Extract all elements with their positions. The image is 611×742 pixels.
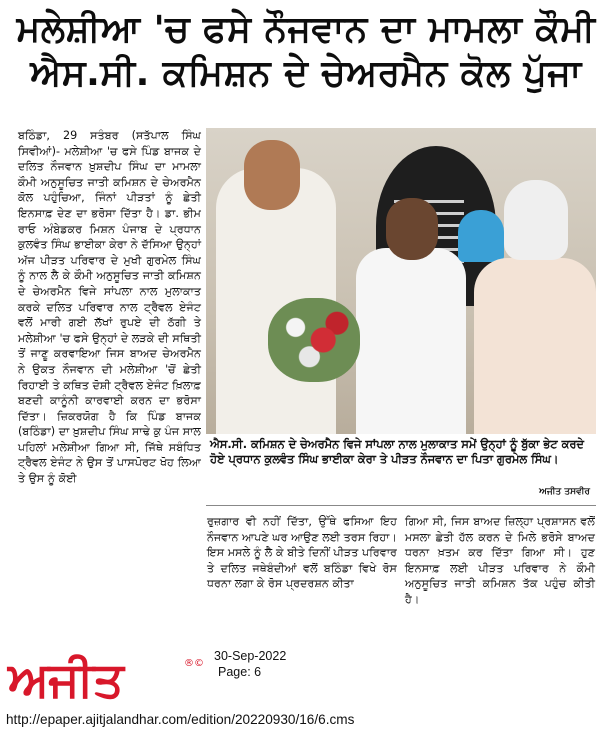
registered-mark: ®©: [184, 658, 204, 669]
person-right: [474, 258, 596, 434]
photo-credit: ਅਜੀਤ ਤਸਵੀਰ: [539, 486, 590, 497]
article-text-right: ਗਿਆ ਸੀ, ਜਿਸ ਬਾਅਦ ਜ਼ਿਲ੍ਹਾ ਪ੍ਰਸ਼ਾਸਨ ਵਲੋਂ ਮਸਲਾ ਛੇਤੀ ਹੱਲ ਕਰਨ ਦੇ ਮਿਲੇ ਭਰੋਸੇ ਬਾਅਦ ਧਰਨਾ ਖ਼ਤਮ ਕਰ ਦਿੱਤਾ ਗਿਆ ਸੀ। ਹੁਣ ਇਨਸਾਫ਼ ਲਈ ਪੀੜਤ ਪਰਿਵਾਰ ਨੇ ਕੌਮੀ ਅਨੁਸੂਚਿਤ ਜਾਤੀ ਕਮਿਸ਼ਨ ਤੱਕ ਪਹੁੰਚ ਕੀਤੀ ਹੈ।: [405, 515, 595, 606]
photo-caption-text: ਐਸ.ਸੀ. ਕਮਿਸ਼ਨ ਦੇ ਚੇਅਰਮੈਨ ਵਿਜੇ ਸਾਂਪਲਾ ਨਾਲ ਮੁਲਾਕਾਤ ਸਮੇਂ ਉਨ੍ਹਾਂ ਨੂੰ ਬੁੱਕਾ ਭੇਟ ਕਰਦੇ ਹੋਏ ਪ੍ਰਧਾਨ ਕੁਲਵੰਤ ਸਿੰਘ ਭਾਈਕਾ ਕੇਰਾ ਤੇ ਪੀੜਤ ਨੌਜਵਾਨ ਦਾ ਪਿਤਾ ਗੁਰਮੇਲ ਸਿੰਘ।: [210, 437, 584, 467]
article-column-left: [18, 128, 201, 487]
edition-date: 30-Sep-2022: [214, 649, 287, 663]
headline-line-2: ਐਸ.ਸੀ. ਕਮਿਸ਼ਨ ਦੇ ਚੇਅਰਮੈਨ ਕੋਲ ਪੁੱਜਾ: [30, 53, 582, 94]
person-center-head: [386, 198, 438, 260]
source-url[interactable]: http://epaper.ajitjalandhar.com/edition/20220930/16/6.cms: [6, 712, 355, 727]
page-number: Page: 6: [218, 665, 262, 679]
news-photo: [206, 128, 596, 434]
article-text-middle: ਰੁਜ਼ਗਾਰ ਵੀ ਨਹੀਂ ਦਿੱਤਾ, ਉੱਥੇ ਫਸਿਆ ਇਹ ਨੌਜਵਾਨ ਆਪਣੇ ਘਰ ਆਉਣ ਲਈ ਤਰਸ ਰਿਹਾ। ਇਸ ਮਸਲੇ ਨੂੰ ਲੈ ਕੇ ਬੀਤੇ ਦਿਨੀਂ ਪੀੜਤ ਪਰਿਵਾਰ ਤੇ ਦਲਿਤ ਜਥੇਬੰਦੀਆਂ ਵਲੋਂ ਬਠਿੰਡਾ ਵਿਖੇ ਰੋਸ ਧਰਨਾ ਲਗਾ ਕੇ ਰੋਸ ਪ੍ਰਦਰਸ਼ਨ ਕੀਤਾ: [207, 515, 397, 591]
caption-divider: [206, 505, 596, 506]
photo-caption: [206, 434, 596, 504]
person-center: [356, 248, 466, 434]
person-turban-blue: [458, 210, 504, 262]
person-right-turban: [504, 180, 568, 260]
article-text-left: ਬਠਿੰਡਾ, 29 ਸਤੰਬਰ (ਸਤੱਪਾਲ ਸਿੰਘ ਸਿਵੀਆਂ)- ਮਲੇਸ਼ੀਆ 'ਚ ਫਸੇ ਪਿੰਡ ਬਾਜਕ ਦੇ ਦਲਿਤ ਨੌਜਵਾਨ ਖ਼ੁਸ਼ਦੀਪ ਸਿੰਘ ਦਾ ਮਾਮਲਾ ਕੌਮੀ ਅਨੁਸੂਚਿਤ ਜਾਤੀ ਕਮਿਸ਼ਨ ਦੇ ਚੇਅਰਮੈਨ ਕੋਲ ਪਹੁੰਚਿਆ, ਜਿੰਨਾਂ ਪੀੜਤਾਂ ਨੂੰ ਛੇਤੀ ਇਨਸਾਫ਼ ਦੇਣ ਦਾ ਭਰੋਸਾ ਦਿੱਤਾ ਹੈ। ਡਾ. ਭੀਮ ਰਾਓ ਅੰਬੇਡਕਰ ਮਿਸ਼ਨ ਪੰਜਾਬ ਦੇ ਪ੍ਰਧਾਨ ਕੁਲਵੰਤ ਸਿੰਘ ਭਾਈਕਾ ਕੇਰਾ ਨੇ ਦੱਸਿਆ ਉਨ੍ਹਾਂ ਅੱਜ ਪੀੜਤ ਪਰਿਵਾਰ ਦੇ ਮੁਖੀ ਗੁਰਮੇਲ ਸਿੰਘ ਨੂੰ ਨਾਲ ਲੈ ਕੇ ਕੌਮੀ ਅਨੁਸੂਚਿਤ ਜਾਤੀ ਕਮਿਸ਼ਨ ਦੇ ਚੇਅਰਮੈਨ ਵਿਜੇ ਸਾਂਪਲਾ ਨਾਲ ਮੁਲਾਕਾਤ ਕਰਕੇ ਦਲਿਤ ਪਰਿਵਾਰ ਨਾਲ ਟ੍ਰੈਵਲ ਏਜੰਟ ਵਲੋਂ ਮਾਰੀ ਗਈ ਲੱਖਾਂ ਰੁਪਏ ਦੀ ਠੱਗੀ ਤੇ ਮਲੇਸ਼ੀਆ 'ਚ ਫਸੇ ਉਨ੍ਹਾਂ ਦੇ ਲੜਕੇ ਦੀ ਸਥਿਤੀ ਤੋਂ ਜਾਣੂ ਕਰਵਾਇਆ ਜਿਸ ਬਾਅਦ ਚੇਅਰਮੈਨ ਨੇ ਉਕਤ ਨੌਜਵਾਨ ਦੀ ਮਲੇਸ਼ੀਆ 'ਚੋਂ ਛੇਤੀ ਰਿਹਾਈ ਤੇ ਕਥਿਤ ਦੋਸ਼ੀ ਟ੍ਰੈਵਲ ਏਜੰਟ ਖ਼ਿਲਾਫ਼ ਬਣਦੀ ਕਾਨੂੰਨੀ ਕਾਰਵਾਈ ਕਰਨ ਦਾ ਭਰੋਸਾ ਦਿੱਤਾ। ਜ਼ਿਕਰਯੋਗ ਹੈ ਕਿ ਪਿੰਡ ਬਾਜਕ (ਬਠਿੰਡਾ) ਦਾ ਖ਼ੁਸ਼ਦੀਪ ਸਿੰਘ ਸਾਢੇ ਕੁ ਪੰਜ ਸਾਲ ਪਹਿਲਾਂ ਮਲੇਸ਼ੀਆ ਗਿਆ ਸੀ, ਜਿੱਥੇ ਸਬੰਧਿਤ ਟ੍ਰੈਵਲ ਏਜੰਟ ਨੇ ਉਸ ਤੋਂ ਪਾਸਪੋਰਟ ਖੋਹ ਲਿਆ ਤੇ ਉਸ ਨੂੰ ਕੋਈ: [18, 129, 201, 486]
headline-line-1: ਮਲੇਸ਼ੀਆ 'ਚ ਫਸੇ ਨੌਜਵਾਨ ਦਾ ਮਾਮਲਾ ਕੌਮੀ: [16, 9, 596, 50]
edition-meta: [214, 648, 286, 680]
ajit-logo: [8, 652, 208, 714]
logo-text: ਅਜੀਤ: [8, 652, 123, 708]
article-column-right: [405, 514, 595, 608]
flower-bouquet: [268, 298, 360, 382]
person-chairman-head: [244, 140, 300, 210]
headline: [6, 8, 606, 96]
article-column-middle: [207, 514, 397, 592]
